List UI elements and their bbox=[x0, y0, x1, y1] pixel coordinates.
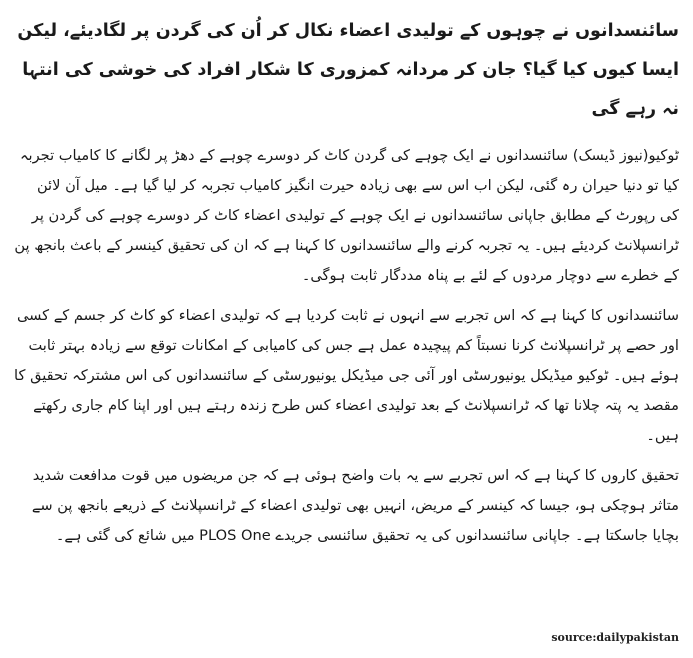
source-credit: source:dailypakistan bbox=[551, 631, 679, 644]
article-paragraph-1: ٹوکیو(نیوز ڈیسک) سائنسدانوں نے ایک چوہے کی گردن کاٹ کر دوسرے چوہے کے دھڑ پر لگانے کا کامیاب تجربہ کیا تو دنیا حیران رہ گئی، لیکن اب اس سے بھی زیادہ حیرت انگیز کامیاب تجربہ کر لیا گیا ہے۔ میل آن لائن کی رپورٹ کے مطابق جاپانی سائنسدانوں نے ایک چوہے کے تولیدی اعضاء کاٹ کر دوسرے چوہے کی گردن پر ٹرانسپلانٹ کردیئے ہیں۔ یہ تجربہ کرنے والے سائنسدانوں کا کہنا ہے کہ ان کی تحقیق کینسر کے باعث بانجھ پن کے خطرے سے دوچار مردوں کے لئے بے پناہ مددگار ثابت ہوگی۔ bbox=[14, 147, 679, 284]
article-headline: سائنسدانوں نے چوہوں کے تولیدی اعضاء نکال کر اُن کی گردن پر لگادیئے، لیکن ایسا کیوں کیا گیا؟ جان کر مردانہ کمزوری کا شکار افراد کی خوشی کی انتہا نہ رہے گی bbox=[17, 21, 679, 119]
article-paragraph-2: سائنسدانوں کا کہنا ہے کہ اس تجربے سے انہوں نے ثابت کردیا ہے کہ تولیدی اعضاء کو کاٹ کر جسم کے کسی اور حصے پر ٹرانسپلانٹ کرنا نسبتاً کم پیچیدہ عمل ہے جس کی کامیابی کے امکانات توقع سے زیادہ بہتر ثابت ہوئے ہیں۔ ٹوکیو میڈیکل یونیورسٹی اور آئی جی میڈیکل یونیورسٹی کے سائنسدانوں کی اس مشترکہ تحقیق کا مقصد یہ پتہ چلانا تھا کہ ٹرانسپلانٹ کے بعد تولیدی اعضاء کس طرح زندہ رہتے ہیں اور اپنا کام جاری رکھتے ہیں۔ bbox=[14, 307, 679, 444]
article-paragraph-3: تحقیق کاروں کا کہنا ہے کہ اس تجربے سے یہ بات واضح ہوئی ہے کہ جن مریضوں میں قوت مدافعت شدید متاثر ہوچکی ہو، جیسا کہ کینسر کے مریض، انہیں بھی تولیدی اعضاء کے ٹرانسپلانٹ کے ذریعے بانجھ پن سے بچایا جاسکتا ہے۔ جاپانی سائنسدانوں کی یہ تحقیق سائنسی جریدے PLOS One میں شائع کی گئی ہے۔ bbox=[31, 467, 679, 544]
